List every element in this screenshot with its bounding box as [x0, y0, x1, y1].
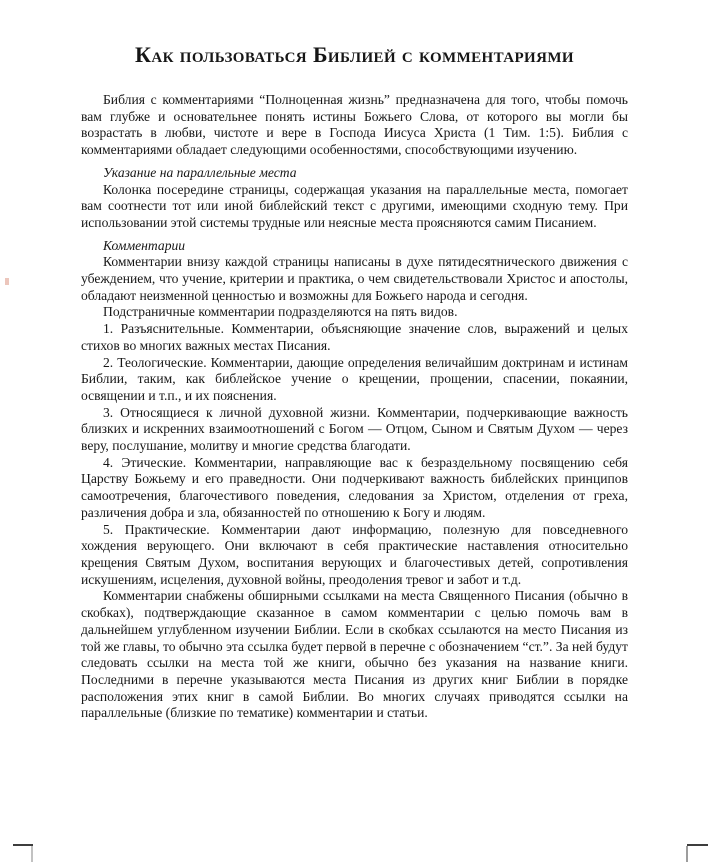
section-heading-commentaries: Комментарии	[103, 237, 186, 253]
commentaries-paragraph: Комментарии внизу каждой страницы написаны в духе пятидесятнического движения с убеждением, что учение, критерии и практика, о чем свидетельствовали Христос и апостолы, обладают неизменной ценностью и возможны для Божьего народа и сегодня.	[81, 254, 628, 303]
commentary-type-item-4: 4. Этические. Комментарии, направляющие вас к безраздельному посвящению себя Царству Божьему и его праведности. Они подчеркивают важность библейских принципов самоотречения, благочестивого поведения, следования за Христом, отделения от греха, различения добра и зла, обязанностей по отношению к Богу и людям.	[81, 454, 628, 520]
parallel-references-paragraph: Колонка посередине страницы, содержащая указания на параллельные места, помогает вам соотнести тот или иной библейский текст с другими, имеющими сходную тему. При использовании этой системы трудные или неясные места проясняются самим Писанием.	[81, 181, 628, 230]
closing-paragraph: Комментарии снабжены обширными ссылками на места Священного Писания (обычно в скобках), подтверждающие сказанное в самом комментарии с целью помочь вам в дальнейшем углубленном изучении Библии. Если в скобках ссылаются на место Писания из той же главы, то обычно эта ссылка будет первой в перечне с обозначением “ст.”. За ней будут следовать ссылки на места той же книги, обычно без указания на название книги. Последними в перечне указываются места Писания из других книг Библии в порядке расположения этих книг в самой Библии. Во многих случаях приводятся ссылки на параллельные (близкие по тематике) комментарии и статьи.	[81, 588, 628, 721]
section-heading-parallel-references: Указание на параллельные места	[103, 164, 297, 180]
commentary-types-intro: Подстраничные комментарии подразделяются на пять видов.	[103, 304, 458, 320]
scan-artifact-speck	[5, 278, 9, 285]
page-title: Как пользоваться Библией с комментариями	[135, 42, 574, 67]
commentary-type-item-5: 5. Практические. Комментарии дают информацию, полезную для повседневного хождения верующего. Они включают в себя практические наставления относительно крещения Святым Духом, воспитания верующих и благочестивых детей, сопротивления искушениям, исцеления, духовной войны, преодоления тревог и забот и т.д.	[81, 521, 628, 587]
crop-mark-bottom-left-vertical	[31, 846, 33, 862]
crop-mark-bottom-left-horizontal	[13, 844, 33, 846]
commentary-type-item-3: 3. Относящиеся к личной духовной жизни. Комментарии, подчеркивающие важность близких и искренних взаимоотношений с Богом — Отцом, Сыном и Святым Духом — через веру, послушание, молитву и многие средства благодати.	[81, 404, 628, 454]
text-block	[81, 42, 628, 722]
commentary-type-item-2: 2. Теологические. Комментарии, дающие определения величайшим доктринам и истинам Библии, таким, как библейское учение о крещении, прощении, спасении, покаянии, освящении и т.п., и их пояснения.	[81, 354, 628, 403]
intro-paragraph: Библия с комментариями “Полноценная жизнь” предназначена для того, чтобы помочь вам глубже и основательнее понять истины Божьего Слова, от которого вы могли бы возрастать в любви, чистоте и вере в Господа Иисуса Христа (1 Тим. 1:5). Библия с комментариями обладает следующими особенностями, способствующими изучению.	[81, 92, 628, 158]
crop-mark-bottom-right-horizontal	[687, 844, 708, 846]
commentary-type-item-1: 1. Разъяснительные. Комментарии, объясняющие значение слов, выражений и целых стихов во многих важных местах Писания.	[81, 321, 628, 353]
crop-mark-bottom-right-vertical	[686, 846, 688, 862]
